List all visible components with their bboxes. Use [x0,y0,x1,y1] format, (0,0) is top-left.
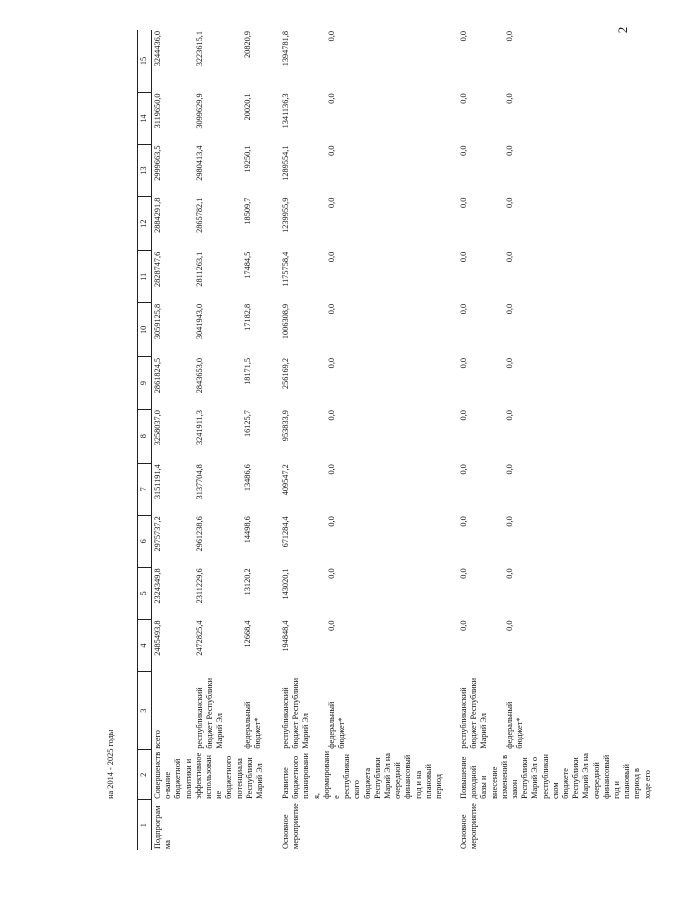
column-number: 4 [138,620,152,672]
table-row [194,30,242,850]
value-cell: 0,0 [459,464,468,475]
value-cell: 16125,7 [243,410,252,438]
value-cell: 3041943,0 [195,303,204,340]
value-cell: 0,0 [505,410,514,421]
value-cell: 2980413,4 [195,145,204,181]
value-cell: 0,0 [327,357,336,369]
value-cell: 0,0 [327,197,336,208]
column-number: 15 [138,30,152,92]
value-cell: 0,0 [505,31,514,42]
value-cell: 0,0 [327,303,336,315]
value-cell: 671284,4 [281,516,290,548]
value-cell: 19250,1 [243,145,252,173]
value-cell: 0,0 [505,464,514,475]
value-cell: 0,0 [505,197,514,208]
value-cell: 18171,5 [243,357,252,385]
value-cell: 2861824,5 [153,357,162,394]
value-cell: 0,0 [505,145,514,156]
value-cell: 2485493,8 [153,620,162,656]
value-cell: 143020,1 [281,568,290,600]
value-cell: 3223615,1 [195,31,204,67]
column-number-row [138,30,152,850]
page-number: 2 [615,26,630,34]
funding-source: федеральный бюджет* [243,701,263,749]
column-number: 14 [138,92,152,144]
value-cell: 1239955,9 [281,197,290,233]
value-cell: 0,0 [327,93,336,104]
column-number: 1 [138,800,152,850]
value-cell: 0,0 [327,568,336,579]
column-number: 10 [138,303,152,357]
value-cell: 0,0 [505,620,514,631]
funding-source: республиканский бюджет Республики Марий Эл [459,677,489,749]
value-cell: 0,0 [459,620,468,631]
value-cell: 0,0 [459,516,468,527]
table-row [152,30,195,850]
value-cell: 12668,4 [243,620,252,648]
value-cell: 409547,2 [281,464,290,496]
value-cell: 0,0 [459,357,468,369]
row-name: Развитие бюджетного планирования, формирование республиканского бюджета Республики Марий Эл на очередной финансовый год и на плановый период [281,750,444,799]
value-cell: 14498,6 [243,516,252,544]
table-row [280,30,326,850]
value-cell: 0,0 [459,145,468,156]
value-cell: 2828747,6 [153,251,162,287]
column-number: 13 [138,145,152,197]
funding-source: федеральный бюджет* [327,701,347,749]
value-cell: 194848,4 [281,620,290,652]
column-number: 6 [138,515,152,567]
value-cell: 17182,8 [243,303,252,331]
value-cell: 1289554,1 [281,145,290,181]
value-cell: 3151191,4 [153,464,162,500]
value-cell: 17484,5 [243,251,252,279]
funding-source: республиканский бюджет Республики Марий Эл [281,677,311,749]
value-cell: 2961238,6 [195,516,204,552]
value-cell: 0,0 [327,251,336,263]
value-cell: 0,0 [459,568,468,579]
header-fragment-row [105,30,138,850]
value-cell: 2843653,0 [195,357,204,394]
value-cell: 2311229,6 [195,568,204,604]
row-name: Совершенство-вание бюджетной политики и эффективное использование бюджетного потенциала Республики Марий Эл [153,751,265,799]
value-cell: 0,0 [505,303,514,315]
value-cell: 0,0 [505,568,514,579]
value-cell: 0,0 [459,303,468,315]
value-cell: 0,0 [505,357,514,369]
column-number: 12 [138,197,152,251]
value-cell: 3258037,0 [153,410,162,446]
funding-source: федеральный бюджет* [505,701,525,749]
table-row [458,30,504,850]
rotated-table-sheet [105,30,652,850]
value-cell: 0,0 [505,516,514,527]
value-cell: 0,0 [327,31,336,42]
value-cell: 2999663,5 [153,145,162,181]
row-status: Основное мероприятие [281,803,301,849]
value-cell: 3059125,8 [153,303,162,340]
table-row [504,30,676,850]
value-cell: 20820,9 [243,31,252,58]
value-cell: 0,0 [505,93,514,104]
table-body [152,30,676,850]
column-number: 2 [138,750,152,800]
table-row [242,30,280,850]
value-cell: 0,0 [327,620,336,631]
value-cell: 13486,6 [243,464,252,492]
value-cell: 2865782,1 [195,197,204,233]
value-cell: 1394781,8 [281,31,290,67]
value-cell: 1006308,9 [281,303,290,340]
budget-table [105,30,676,850]
value-cell: 2324349,8 [153,568,162,604]
value-cell: 3137704,8 [195,464,204,500]
column-number: 5 [138,567,152,619]
value-cell: 953833,9 [281,410,290,442]
column-number: 9 [138,357,152,409]
value-cell: 0,0 [327,516,336,527]
column-number: 3 [138,672,152,750]
value-cell: 2884291,8 [153,197,162,233]
funding-source: республиканский бюджет Республики Марий Эл [195,677,225,749]
value-cell: 2811263,1 [195,251,204,287]
value-cell: 0,0 [327,145,336,156]
value-cell: 3119650,0 [153,93,162,129]
header-fragment: на 2014 - 2025 годы [106,729,115,799]
column-number: 11 [138,251,152,303]
value-cell: 0,0 [459,93,468,104]
row-name: Повышение доходной базы и внесение изменений в закон Республики Марий Эл о республиканском бюджете Республики Марий Эл на очередной финансовый год и плановый период в ходе его [459,753,652,799]
value-cell: 20020,1 [243,93,252,121]
value-cell: 18509,7 [243,197,252,225]
row-status: Основное мероприятие [459,803,479,849]
column-number: 8 [138,409,152,463]
value-cell: 0,0 [327,410,336,421]
value-cell: 3244436,0 [153,31,162,67]
value-cell: 0,0 [505,251,514,263]
value-cell: 0,0 [327,464,336,475]
value-cell: 3099629,9 [195,93,204,129]
value-cell: 2472825,4 [195,620,204,656]
value-cell: 256169,2 [281,357,290,390]
column-number: 7 [138,463,152,515]
value-cell: 0,0 [459,197,468,208]
value-cell: 1175758,4 [281,251,290,287]
value-cell: 3241911,3 [195,410,204,446]
value-cell: 13120,2 [243,568,252,596]
table-row [326,30,458,850]
value-cell: 0,0 [459,410,468,421]
value-cell: 0,0 [459,251,468,263]
value-cell: 0,0 [459,31,468,42]
row-status: Подпрограмма [153,805,173,849]
value-cell: 1341136,3 [281,93,290,129]
funding-source: всего [153,730,162,749]
value-cell: 2975737,2 [153,516,162,552]
